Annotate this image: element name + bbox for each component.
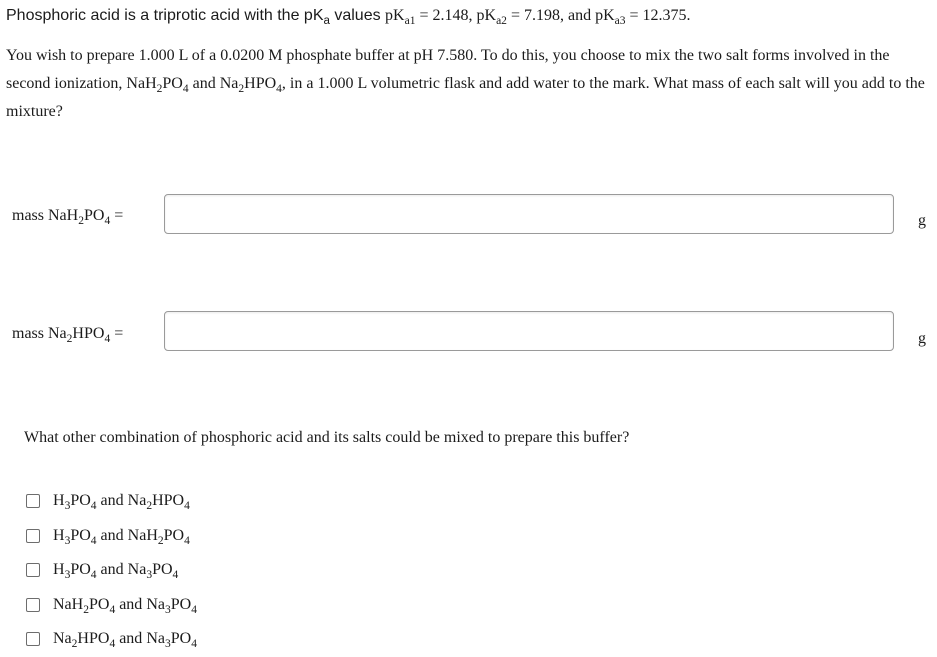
option-h3po4-na3po4[interactable] xyxy=(26,553,197,588)
option-label: $Na_2HPO_4$ and $Na_3PO_4$ xyxy=(53,630,197,651)
mass-nah2po4-label xyxy=(12,207,124,228)
combination-options xyxy=(26,484,197,657)
problem-text-4: HPO xyxy=(244,75,277,92)
problem-sub-d: 4 xyxy=(276,83,282,96)
pka3-value: = 12.375. xyxy=(625,7,691,24)
label-sub1: 2 xyxy=(78,215,84,228)
mass-nah2po4-input[interactable] xyxy=(164,194,894,234)
label-sub2: 4 xyxy=(104,215,111,228)
option-label: $H_3PO_4$ and $Na_2HPO_4$ xyxy=(53,492,190,513)
mass-na2hpo4-label xyxy=(12,325,124,346)
pka1-subscript: a1 xyxy=(404,15,416,28)
checkbox[interactable] xyxy=(26,632,40,646)
problem-sub-a: 2 xyxy=(156,83,163,96)
pka2-subscript: a2 xyxy=(496,15,507,28)
mass-na2hpo4-unit: g xyxy=(918,330,926,347)
intro-values-word: values xyxy=(329,7,386,24)
label-sub2: 4 xyxy=(104,333,111,346)
mass-na2hpo4-input[interactable] xyxy=(164,311,894,351)
option-na2hpo4-na3po4[interactable] xyxy=(26,622,197,657)
label-mid: HPO xyxy=(72,325,105,342)
option-nah2po4-na3po4[interactable] xyxy=(26,588,197,623)
label-mid: PO xyxy=(83,207,105,224)
pka2-value: = 7.198, and xyxy=(506,7,596,24)
intro-sentence: Phosphoric acid is a triprotic acid with the pK xyxy=(6,7,324,24)
label-prefix: mass NaH xyxy=(12,207,79,224)
combination-question: What other combination of phosphoric acid and its salts could be mixed to prepare this buffer? xyxy=(24,429,630,446)
checkbox[interactable] xyxy=(26,494,40,508)
ka-subscript: a xyxy=(323,15,330,28)
label-sub1: 2 xyxy=(66,333,73,346)
option-label: $H_3PO_4$ and $NaH_2PO_4$ xyxy=(53,526,190,547)
mass-nah2po4-unit: g xyxy=(918,212,926,229)
problem-text-3: and Na xyxy=(188,75,239,92)
checkbox[interactable] xyxy=(26,563,40,577)
option-h3po4-nah2po4[interactable] xyxy=(26,519,197,554)
problem-sub-c: 2 xyxy=(238,83,245,96)
label-equals: = xyxy=(110,207,124,224)
intro-line xyxy=(6,7,691,28)
pka3-subscript: a3 xyxy=(614,15,626,28)
problem-paragraph xyxy=(6,42,934,126)
problem-text-5: , in a 1.000 L volumetric flask and add water to the mark. What mass of each salt will you add to the mixture? xyxy=(6,75,925,120)
pka1-label: pK xyxy=(385,7,405,24)
pka3-label: pK xyxy=(595,7,615,24)
pka2-label: pK xyxy=(476,7,497,24)
problem-text-2: PO xyxy=(162,75,183,92)
checkbox[interactable] xyxy=(26,529,40,543)
label-prefix: mass Na xyxy=(12,325,67,342)
problem-text-1: You wish to prepare 1.000 L of a 0.0200 M phosphate buffer at pH 7.580. To do this, you choose to mix the two salt forms involved in the second ionization, NaH xyxy=(6,47,890,92)
option-label: $H_3PO_4$ and $Na_3PO_4$ xyxy=(53,561,179,582)
problem-sub-b: 4 xyxy=(182,83,189,96)
option-label: $NaH_2PO_4$ and $Na_3PO_4$ xyxy=(53,595,197,616)
checkbox[interactable] xyxy=(26,598,40,612)
pka1-value: = 2.148, xyxy=(415,7,477,24)
label-equals: = xyxy=(110,325,124,342)
option-h3po4-na2hpo4[interactable] xyxy=(26,484,197,519)
